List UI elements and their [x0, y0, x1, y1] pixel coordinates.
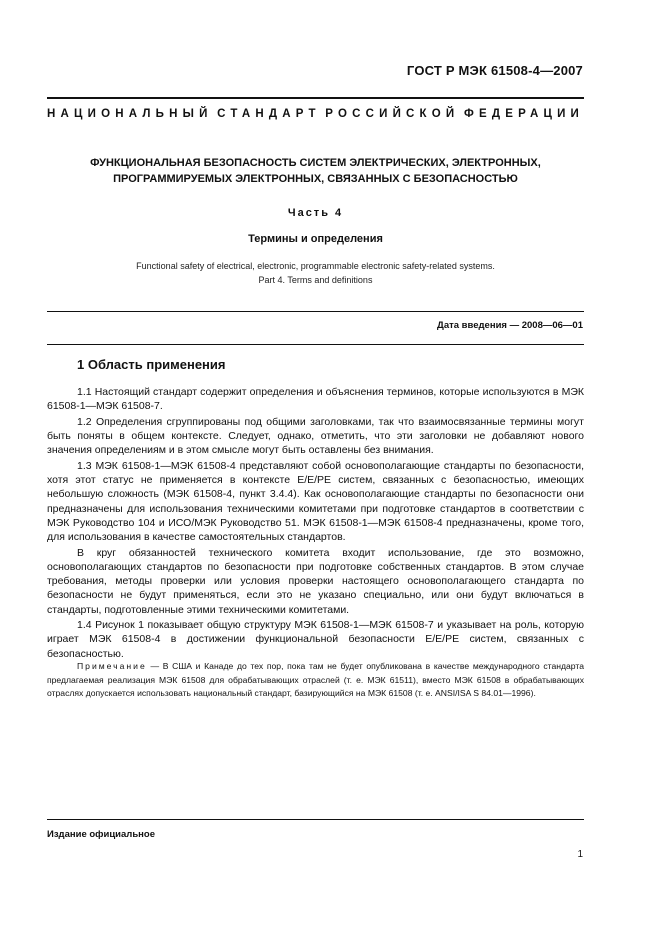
date-divider	[47, 344, 584, 345]
section-body	[47, 385, 584, 661]
banner-word-4: ФЕДЕРАЦИИ	[463, 108, 584, 120]
title-block	[47, 155, 584, 287]
subtitle: Термины и определения	[248, 233, 383, 245]
paragraph-1-2: 1.2 Определения сгруппированы под общими заголовками, так что взаимосвязанные термины могут быть поняты в общем контексте. Следует, однако, отметить, что эти заголовки не добавляют нового значения определениям и в этом смысле могут быть оставлены без внимания.	[47, 415, 584, 457]
paragraph-1-3: 1.3 МЭК 61508-1—МЭК 61508-4 представляют собой основополагающие стандарты по безопасности, хотя этот статус не применяется в контексте E/E/PE систем, связанных с безопасностью, имеющих небольшую сложность (МЭК 61508-4, пункт 3.4.4). Как основополагающие стандарты по безопасности они предназначены для использования техническими комитетами при подготовке стандартов в соответствии с МЭК Руководство 104 и ИСО/МЭК Руководство 51. МЭК 61508-1—МЭК 61508-4 предназначены, кроме того, для использования в качестве самостоятельных стандартов.	[47, 460, 584, 544]
introduction-date: Дата введения — 2008—06—01	[437, 320, 583, 331]
part-label: Часть 4	[287, 207, 344, 219]
english-title-line-2: Part 4. Terms and definitions	[258, 275, 373, 285]
paragraph-1-3-cont: В круг обязанностей технического комитета входит использование, где это возможно, основополагающих стандартов по безопасности при подготовке собственных стандартов. В этом случае требования, методы проверки или условия проверки настоящего основополагающего стандарта по безопасности не будут применяться, если это не указано специально, или они будут включаться в стандарты, подготовленные этими техническими комитетами.	[47, 546, 584, 616]
english-title-line-1: Functional safety of electrical, electronic, programmable electronic safety-related systems.	[136, 261, 495, 271]
paragraph-1-1: 1.1 Настоящий стандарт содержит определения и объяснения терминов, которые используются в МЭК 61508-1—МЭК 61508-7.	[47, 386, 584, 413]
edition-label: Издание официальное	[47, 829, 155, 840]
paragraph-1-4: 1.4 Рисунок 1 показывает общую структуру МЭК 61508-1—МЭК 61508-7 и указывает на роль, которую играет МЭК 61508-4 в достижении функциональной безопасности E/E/PE систем, связанных с безопасностью.	[47, 619, 584, 660]
note-label: Примечание	[77, 661, 147, 671]
title-divider	[47, 311, 584, 312]
banner-word-2: СТАНДАРТ	[217, 108, 321, 120]
page-number: 1	[577, 849, 583, 860]
banner-word-1: НАЦИОНАЛЬНЫЙ	[47, 108, 213, 120]
note-text: — В США и Канаде до тех пор, пока там не будет опубликована в качестве международного стандарта предлагаемая реализация МЭК 61508 для обрабатывающих отраслей (т. е. МЭК 61511), вместо МЭК 61508 в обрабатывающих отраслях допускается использовать национальный стандарт, базирующийся на МЭК 61508 (т. е. ANSI/ISA S 84.01—1996).	[47, 661, 584, 698]
section-heading: 1 Область применения	[77, 357, 226, 372]
footer-divider	[47, 819, 584, 820]
english-title	[47, 259, 584, 287]
top-divider	[47, 97, 584, 99]
national-standard-banner	[47, 108, 584, 120]
main-title	[47, 155, 584, 187]
note	[47, 660, 584, 701]
main-title-line-2: ПРОГРАММИРУЕМЫХ ЭЛЕКТРОННЫХ, СВЯЗАННЫХ С БЕЗОПАСНОСТЬЮ	[113, 173, 518, 185]
document-id: ГОСТ Р МЭК 61508-4—2007	[406, 63, 583, 78]
banner-word-3: РОССИЙСКОЙ	[325, 108, 460, 120]
main-title-line-1: ФУНКЦИОНАЛЬНАЯ БЕЗОПАСНОСТЬ СИСТЕМ ЭЛЕКТРИЧЕСКИХ, ЭЛЕКТРОННЫХ,	[90, 157, 541, 169]
